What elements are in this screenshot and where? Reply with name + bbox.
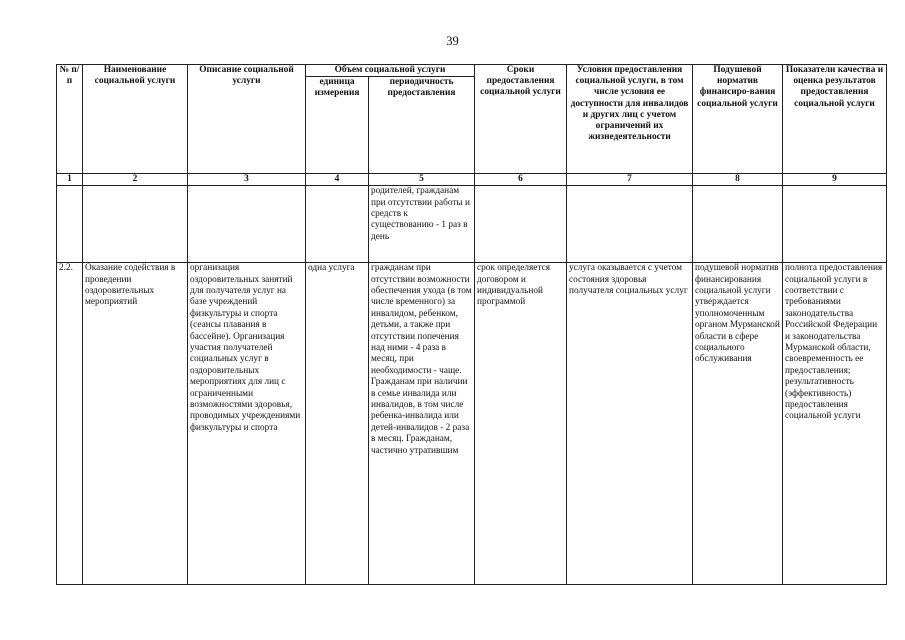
column-number: 1 [57, 174, 83, 186]
service-unit: одна услуга [306, 263, 369, 585]
service-quality: полнота предоставления социальной услуги в соответствии с требованиями законодательства Российской Федерации и законодательства Мурманской области, своевременность ее предоставления; результативность (эффективность) предоставления социальной услуги [783, 263, 887, 585]
header-volume-group: Объем социальной услуги [306, 65, 475, 77]
empty-cell [567, 186, 693, 263]
empty-cell [693, 186, 783, 263]
empty-cell [83, 186, 188, 263]
empty-cell [57, 186, 83, 263]
column-number: 8 [693, 174, 783, 186]
header-service-name: Наименование социальной услуги [83, 65, 188, 174]
service-periodicity: гражданам при отсутствии возможности обеспечения ухода (в том числе временного) за инвалидом, ребенком, детьми, а также при отсутствии попечения над ними - 4 раза в месяц, при необходимости - чаще. Гражданам при наличии в семье инвалида или инвалидов, в том числе ребенка-инвалида или детей-инвалидов - 2 раза в месяц. Гражданам, частично утратившим [369, 263, 475, 585]
column-number: 6 [475, 174, 567, 186]
header-quality: Показатели качества и оценка результатов предоставления социальной услуги [783, 65, 887, 174]
column-number: 4 [306, 174, 369, 186]
header-normative: Подушевой норматив финансиро-вания социальной услуги [693, 65, 783, 174]
table-row-continuation [57, 186, 887, 263]
page-number: 39 [446, 34, 459, 48]
service-description: организация оздоровительных занятий для получателя услуг на базе учреждений физкультуры и спорта (сеансы плавания в бассейне). Организация участия получателей социальных услуг в оздоровительных мероприятиях для лиц с ограниченными возможностями здоровья, проводимых учреждениями физкультуры и спорта [188, 263, 306, 585]
header-service-description: Описание социальной услуги [188, 65, 306, 174]
header-number: № п/п [57, 65, 83, 174]
header-unit: единица измерения [306, 77, 369, 174]
header-conditions: Условия предоставления социальной услуги, в том числе условия ее доступности для инвалидов и других лиц с учетом ограничений их жизнедеятельности [567, 65, 693, 174]
column-number: 9 [783, 174, 887, 186]
empty-cell [475, 186, 567, 263]
service-name: Оказание содействия в проведении оздоровительных мероприятий [83, 263, 188, 585]
empty-cell [306, 186, 369, 263]
header-terms: Сроки предоставления социальной услуги [475, 65, 567, 174]
header-periodicity: периодичность предоставления [369, 77, 475, 174]
service-conditions: услуга оказывается с учетом состояния здоровья получателя социальных услуг [567, 263, 693, 585]
services-table [56, 64, 887, 585]
service-terms: срок определяется договором и индивидуальной программой [475, 263, 567, 585]
table-row-service [57, 263, 887, 585]
service-number: 2.2. [57, 263, 83, 585]
column-number: 7 [567, 174, 693, 186]
column-number: 2 [83, 174, 188, 186]
empty-cell [783, 186, 887, 263]
column-number: 3 [188, 174, 306, 186]
service-normative: подушевой норматив финансирования социальной услуги утверждается уполномоченным органом Мурманской области в сфере социального обслуживания [693, 263, 783, 585]
empty-cell [188, 186, 306, 263]
periodicity-continuation: родителей, гражданам при отсутствии работы и средств к существованию - 1 раз в день [369, 186, 475, 263]
column-number: 5 [369, 174, 475, 186]
